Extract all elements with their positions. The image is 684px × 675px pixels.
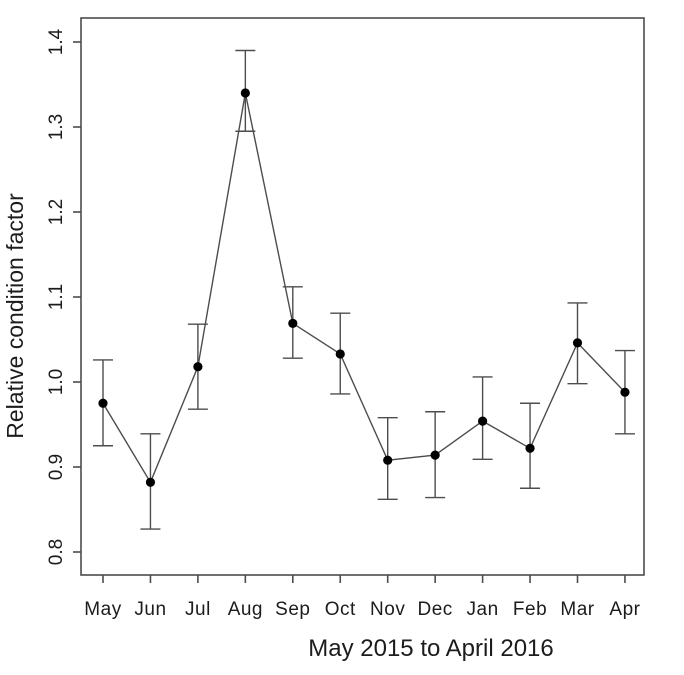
plot-frame xyxy=(81,18,644,575)
x-axis-title: May 2015 to April 2016 xyxy=(308,635,554,662)
y-axis-title: Relative condition factor xyxy=(2,193,28,439)
data-line xyxy=(103,93,625,482)
x-tick-label: Mar xyxy=(560,599,595,620)
data-point xyxy=(383,456,392,465)
data-point xyxy=(431,451,440,460)
y-tick-label: 0.9 xyxy=(46,453,67,481)
x-tick-label: Aug xyxy=(227,599,264,620)
data-point xyxy=(193,362,202,371)
data-point xyxy=(146,478,155,487)
y-tick-label: 1.0 xyxy=(46,368,67,396)
data-point xyxy=(573,338,582,347)
data-point xyxy=(241,88,250,97)
x-tick-label: Nov xyxy=(370,599,406,620)
data-point xyxy=(620,388,629,397)
x-tick-label: Feb xyxy=(512,599,548,620)
y-tick-label: 1.4 xyxy=(46,28,67,56)
data-point xyxy=(336,349,345,358)
data-point xyxy=(478,417,487,426)
data-point xyxy=(288,319,297,328)
x-tick-label: Apr xyxy=(609,599,641,620)
x-tick-label: Dec xyxy=(417,599,453,620)
x-tick-label: Jul xyxy=(185,599,211,620)
y-tick-label: 1.2 xyxy=(46,198,67,226)
x-tick-label: May xyxy=(84,599,122,620)
y-tick-label: 1.1 xyxy=(46,283,67,311)
y-tick-label: 1.3 xyxy=(46,113,67,141)
data-point xyxy=(525,444,534,453)
x-tick-label: Sep xyxy=(275,599,311,620)
y-tick-label: 0.8 xyxy=(46,538,67,566)
data-point xyxy=(98,399,107,408)
x-tick-label: Jun xyxy=(134,599,167,620)
x-tick-label: Oct xyxy=(324,599,356,620)
x-tick-label: Jan xyxy=(466,599,499,620)
